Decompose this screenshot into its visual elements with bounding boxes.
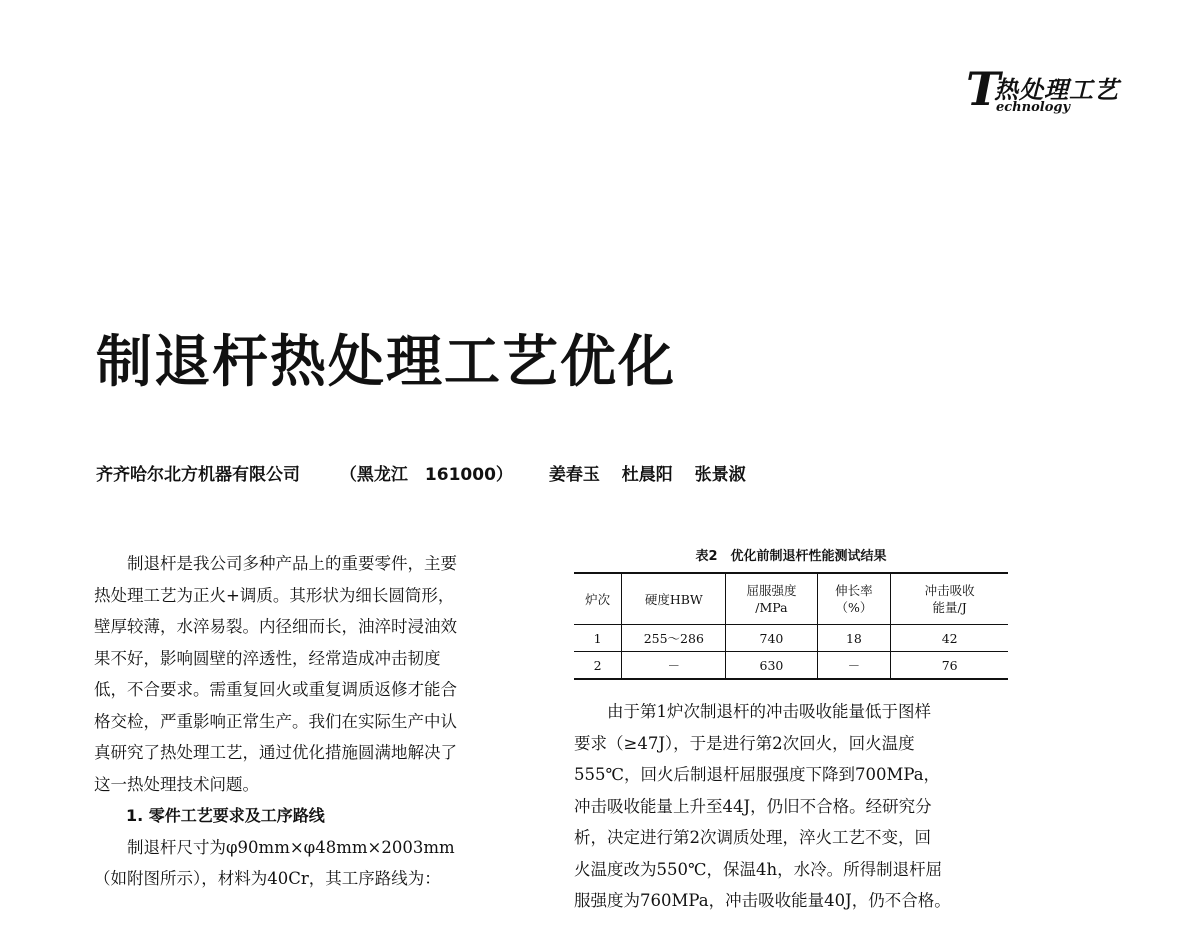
table-row: [574, 652, 1008, 680]
byline: [96, 460, 762, 485]
author-name: 张景淑: [694, 465, 746, 485]
table-header-cell: 冲击吸收 能量/J: [891, 573, 1008, 625]
table-cell: 2: [574, 652, 622, 680]
table-header-row: [574, 573, 1008, 625]
table-header-cell: 屈服强度 /MPa: [726, 573, 817, 625]
table-cell: －: [817, 652, 891, 680]
intro-paragraph: 制退杆是我公司多种产品上的重要零件，主要 热处理工艺为正火+调质。其形状为细长圆筒形， 壁厚较薄，水淬易裂。内径细而长，油淬时浸油效 果不好，影响圆壁的淬透性，经常造成冲击韧度 低，不合要求。需重复回火或重复调质返修才能合 格交检，严重影响正常生产。我们在实际生产中认 真研究了热处理工艺，通过优化措施圆满地解决了 这一热处理技术问题。: [94, 554, 457, 794]
table-caption: 表2 优化前制退杆性能测试结果: [695, 549, 887, 564]
table-cell: 255～286: [622, 625, 726, 652]
left-column: [94, 548, 530, 895]
logo-initial: T: [966, 62, 1001, 116]
table-cell: －: [622, 652, 726, 680]
results-paragraph: 由于第1炉次制退杆的冲击吸收能量低于图样 要求（≥47J），于是进行第2次回火，回火温度 555℃，回火后制退杆屈服强度下降到700MPa， 冲击吸收能量上升至44J，仍旧不合格。经研究分 析，决定进行第2次调质处理，淬火工艺不变，回 火温度改为550℃，保温4h，水冷。所得制退杆屈 服强度为760MPa，冲击吸收能量40J，仍不合格。: [574, 702, 951, 910]
logo-english-text: echnology: [996, 100, 1071, 115]
author-name: 姜春玉: [548, 465, 600, 485]
table-header-cell: 炉次: [574, 573, 622, 625]
table-cell: 1: [574, 625, 622, 652]
author-name: 杜晨阳: [621, 465, 673, 485]
logo-chinese-text: 热处理工艺: [994, 75, 1119, 104]
right-column: [574, 548, 1008, 917]
section-paragraph: 制退杆尺寸为φ90mm×φ48mm×2003mm （如附图所示），材料为40Cr，其工序路线为：: [94, 837, 455, 888]
article-title: 制退杆热处理工艺优化: [96, 329, 676, 395]
table-header-cell: 硬度HBW: [622, 573, 726, 625]
table-cell: 630: [726, 652, 817, 680]
table-cell: 76: [891, 652, 1008, 680]
section-heading: 1. 零件工艺要求及工序路线: [126, 806, 325, 825]
author-address: （黑龙江 161000）: [339, 465, 513, 485]
table-row: [574, 625, 1008, 652]
table-header-cell: 伸长率 （%）: [817, 573, 891, 625]
author-organization: 齐齐哈尔北方机器有限公司: [96, 465, 300, 485]
table-cell: 18: [817, 625, 891, 652]
table-cell: 740: [726, 625, 817, 652]
journal-section-logo: [966, 64, 1146, 124]
table-cell: 42: [891, 625, 1008, 652]
performance-table: [574, 572, 1008, 680]
